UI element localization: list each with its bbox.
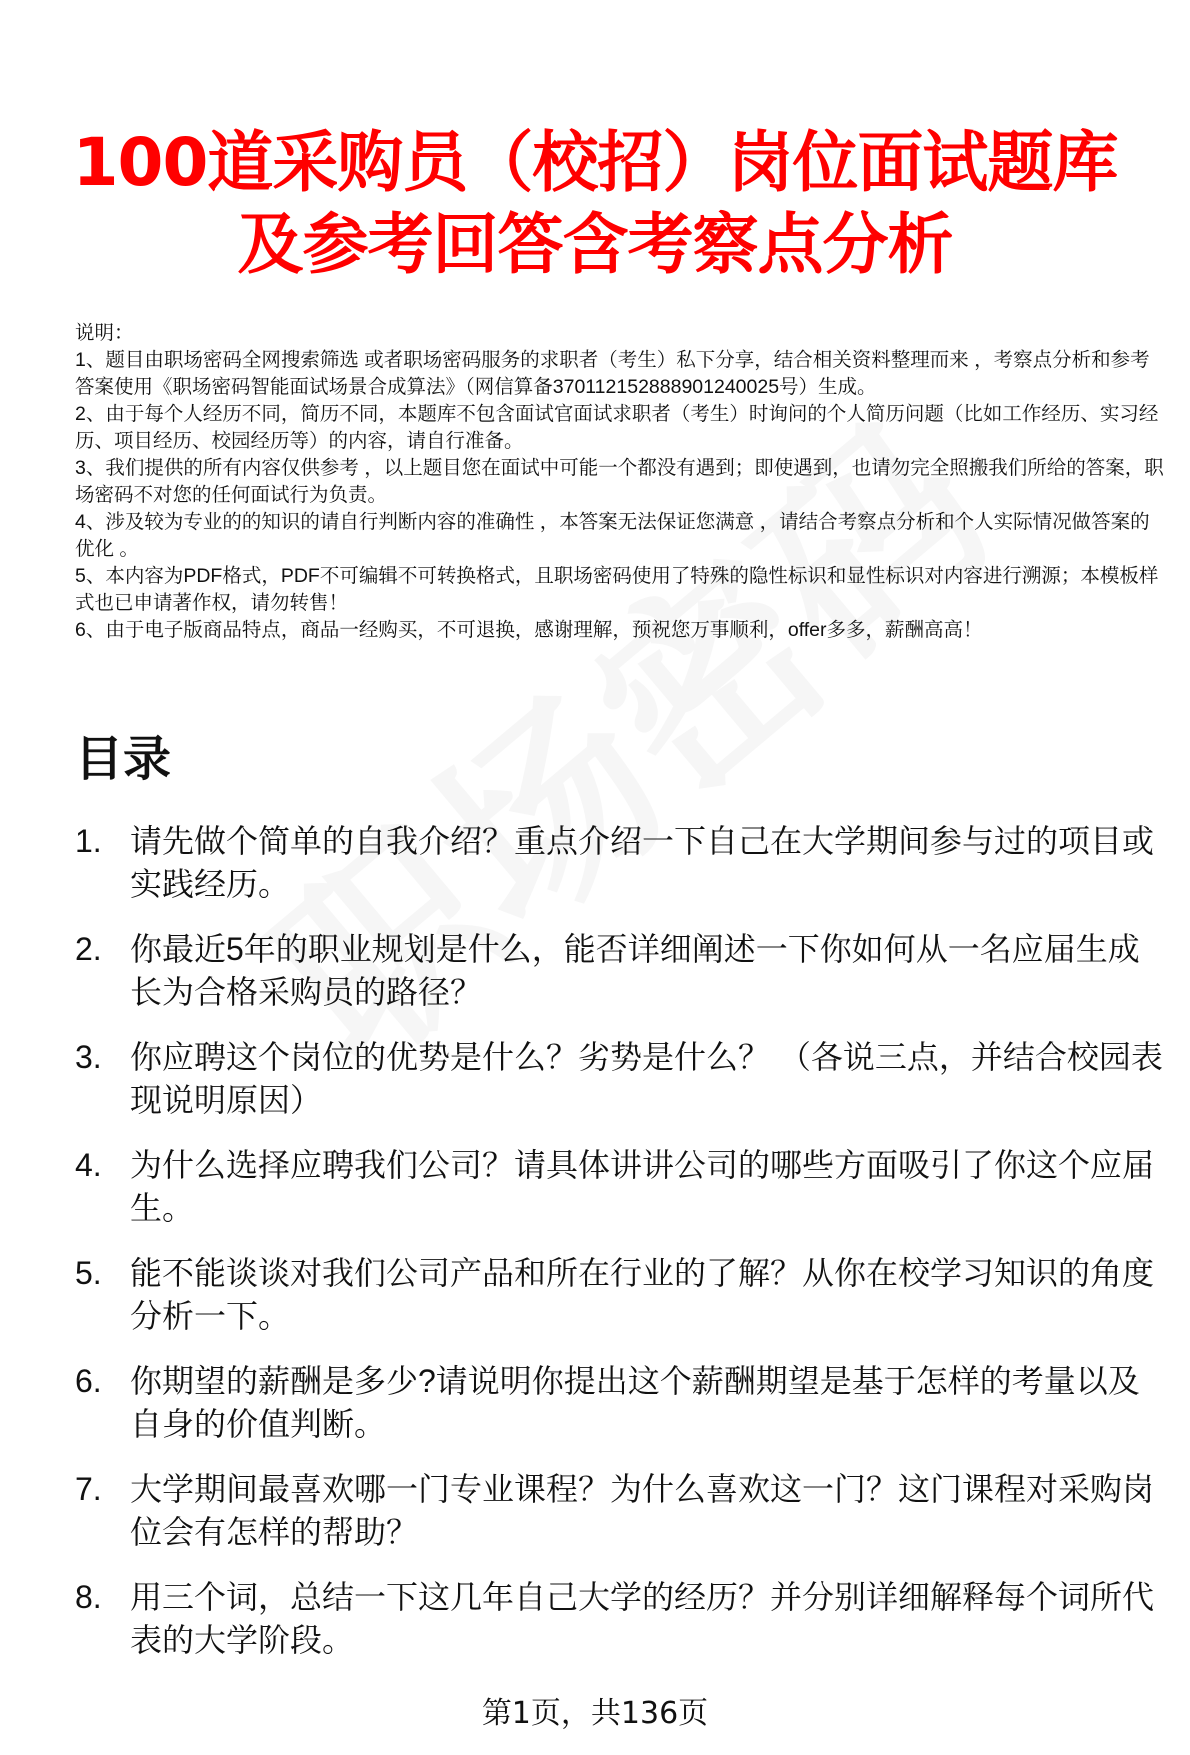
toc-item-number: 8. — [75, 1579, 102, 1615]
toc-item[interactable] — [75, 1576, 1170, 1662]
toc-item-number: 2. — [75, 931, 102, 967]
toc-heading: 目录 — [75, 731, 172, 787]
toc-item-number: 4. — [75, 1147, 102, 1183]
toc-item-number: 3. — [75, 1039, 102, 1075]
toc-item[interactable] — [75, 928, 1170, 1014]
note-item: 5、本内容为PDF格式，PDF不可编辑不可转换格式，且职场密码使用了特殊的隐性标识和显性标识对内容进行溯源；本模板样式也已申请著作权，请勿转售！ — [75, 565, 1159, 614]
note-item: 3、我们提供的所有内容仅供参考 ，以上题目您在面试中可能一个都没有遇到；即使遇到，也请勿完全照搬我们所给的答案，职场密码不对您的任何面试行为负责。 — [75, 457, 1164, 506]
toc-item[interactable] — [75, 1144, 1170, 1230]
toc-item-text: 用三个词，总结一下这几年自己大学的经历？并分别详细解释每个词所代表的大学阶段。 — [130, 1579, 1155, 1658]
toc-item-text: 你最近5年的职业规划是什么，能否详细阐述一下你如何从一名应届生成长为合格采购员的路径？ — [130, 931, 1140, 1010]
toc-list — [75, 820, 1170, 1684]
toc-item-number: 1. — [75, 823, 102, 859]
notes-section — [75, 320, 1165, 644]
toc-item-text: 你应聘这个岗位的优势是什么？劣势是什么？ （各说三点，并结合校园表现说明原因） — [130, 1039, 1163, 1118]
note-item: 4、涉及较为专业的的知识的请自行判断内容的准确性 ，本答案无法保证您满意 ，请结合考察点分析和个人实际情况做答案的优化 。 — [75, 511, 1150, 560]
toc-item-number: 7. — [75, 1471, 102, 1507]
note-item: 6、由于电子版商品特点，商品一经购买，不可退换，感谢理解，预祝您万事顺利，offer多多，薪酬高高！ — [75, 619, 983, 641]
toc-item[interactable] — [75, 1468, 1170, 1554]
toc-item-text: 你期望的薪酬是多少?请说明你提出这个薪酬期望是基于怎样的考量以及自身的价值判断。 — [130, 1363, 1140, 1442]
toc-item-text: 大学期间最喜欢哪一门专业课程？为什么喜欢这一门？这门课程对采购岗位会有怎样的帮助？ — [130, 1471, 1155, 1550]
toc-item[interactable] — [75, 820, 1170, 906]
toc-item-text: 请先做个简单的自我介绍？重点介绍一下自己在大学期间参与过的项目或实践经历。 — [130, 823, 1155, 902]
page-title-line1: 100道采购员（校招）岗位面试题库 — [72, 124, 1118, 201]
toc-item[interactable] — [75, 1036, 1170, 1122]
toc-item-number: 5. — [75, 1255, 102, 1291]
toc-item[interactable] — [75, 1360, 1170, 1446]
toc-item-number: 6. — [75, 1363, 102, 1399]
toc-item-text: 能不能谈谈对我们公司产品和所在行业的了解？从你在校学习知识的角度分析一下。 — [130, 1255, 1155, 1334]
toc-item[interactable] — [75, 1252, 1170, 1338]
note-item: 1、题目由职场密码全网搜索筛选 或者职场密码服务的求职者（考生）私下分享，结合相关资料整理而来 ，考察点分析和参考答案使用《职场密码智能面试场景合成算法》（网信算备370112152888901240025号）生成。 — [75, 349, 1150, 398]
note-item: 2、由于每个人经历不同，简历不同，本题库不包含面试官面试求职者（考生）时询问的个人简历问题（比如工作经历、实习经历、项目经历、校园经历等）的内容，请自行准备。 — [75, 403, 1159, 452]
toc-item-text: 为什么选择应聘我们公司？请具体讲讲公司的哪些方面吸引了你这个应届生。 — [130, 1147, 1155, 1226]
page-title-line2: 及参考回答含考察点分析 — [237, 206, 953, 283]
page-number: 第1页，共136页 — [481, 1696, 709, 1731]
notes-heading: 说明： — [75, 322, 134, 344]
